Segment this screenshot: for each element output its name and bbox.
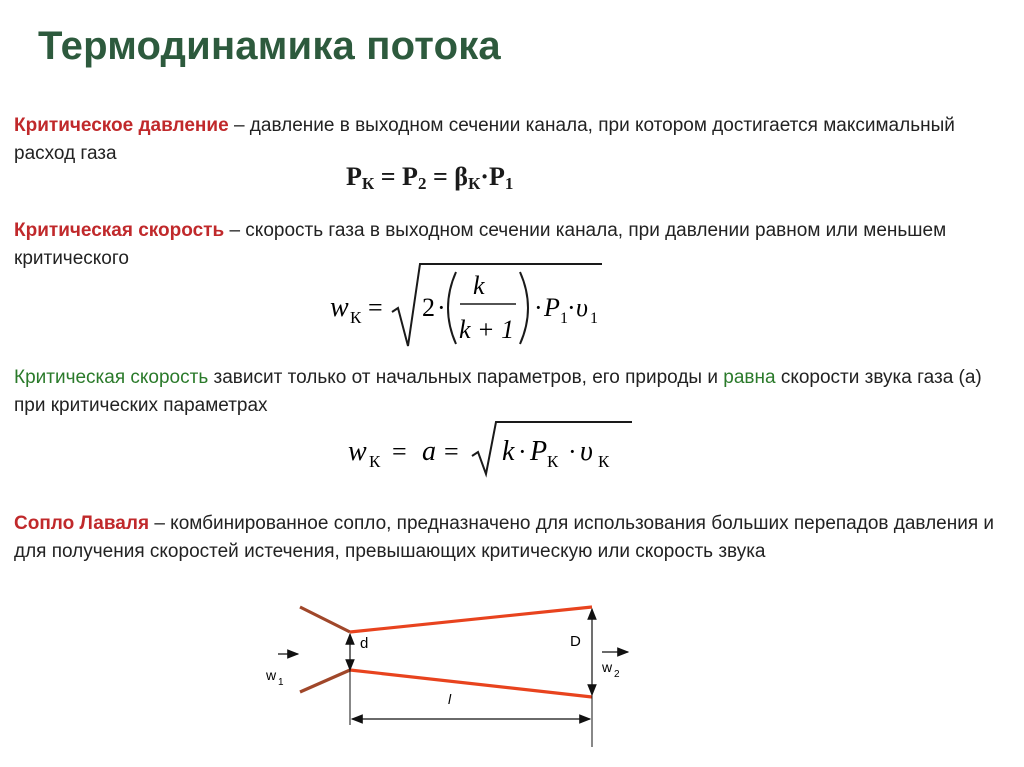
throat-label: d [360, 635, 369, 652]
sound-speed-term: Критическая скорость [14, 367, 209, 388]
w-subscript: К [369, 452, 381, 471]
v-symbol: υ [580, 436, 593, 467]
multiply-dot-3: · [567, 293, 576, 322]
critical-velocity-formula [320, 258, 610, 353]
multiply-dot-1: · [437, 293, 446, 322]
w-symbol: w [348, 436, 367, 467]
length-label: l [448, 691, 452, 707]
multiply-dot-2: · [534, 293, 543, 322]
critical-pressure-formula: $P_К = P_2 = \beta_К\cdot P_1$ [346, 162, 514, 193]
p-subscript: 1 [560, 310, 568, 327]
sound-speed-term2: равна [723, 367, 776, 388]
inlet-lower-wall [300, 670, 350, 692]
two-number: 2 [422, 293, 435, 322]
fraction-denominator: k + 1 [459, 315, 515, 344]
p-symbol: P [530, 436, 548, 467]
page-title: Термодинамика потока [38, 24, 501, 68]
critical-velocity-term: Критическая скорость [14, 220, 225, 241]
sound-speed-text2: скорости звука газа (а) при критических параметрах [14, 367, 982, 416]
inlet-upper-wall [300, 607, 350, 632]
critical-pressure-paragraph [14, 112, 1014, 168]
inlet-velocity-label: w [266, 667, 277, 683]
laval-nozzle-paragraph [14, 510, 1014, 566]
outlet-velocity-subscript: 2 [614, 669, 620, 680]
k-symbol: k [502, 436, 515, 467]
critical-pressure-text: – давление в выходном сечении канала, при котором достигается максимальный расход газа [14, 115, 955, 164]
outlet-velocity-label: w [602, 659, 613, 675]
sound-speed-paragraph [14, 364, 1014, 420]
critical-velocity-text: – скорость газа в выходном сечении канала, при давлении равном или меньшем критического [14, 220, 947, 269]
nozzle-lower-wall [350, 670, 592, 697]
v-symbol: υ [576, 293, 588, 322]
inlet-velocity-subscript: 1 [278, 677, 284, 688]
nozzle-upper-wall [350, 607, 592, 632]
a-symbol: a [422, 436, 436, 467]
right-paren [520, 272, 528, 344]
fraction-numerator: k [473, 271, 485, 300]
w-symbol: w [330, 292, 349, 323]
p-subscript: К [547, 452, 559, 471]
critical-pressure-term: Критическое давление [14, 115, 229, 136]
laval-nozzle-diagram [260, 600, 640, 760]
p-symbol: P [544, 293, 560, 322]
equals-sign-2: = [444, 437, 459, 466]
laval-nozzle-text: – комбинированное сопло, предназначено для использования больших перепадов давления и для получения скоростей истечения, превышающих критическую или скорость звука [14, 513, 995, 562]
laval-nozzle-term: Сопло Лаваля [14, 513, 150, 534]
equals-sign: = [368, 293, 383, 322]
v-subscript: К [598, 452, 610, 471]
multiply-dot-1: · [518, 437, 527, 466]
sound-speed-formula [340, 418, 640, 480]
sound-speed-text: зависит только от начальных параметров, его природы и [208, 367, 724, 388]
multiply-dot-2: · [568, 437, 577, 466]
equals-sign-1: = [392, 437, 407, 466]
v-subscript: 1 [590, 310, 598, 327]
w-subscript: К [350, 308, 362, 327]
left-paren [448, 272, 456, 344]
exit-label: D [570, 633, 581, 650]
